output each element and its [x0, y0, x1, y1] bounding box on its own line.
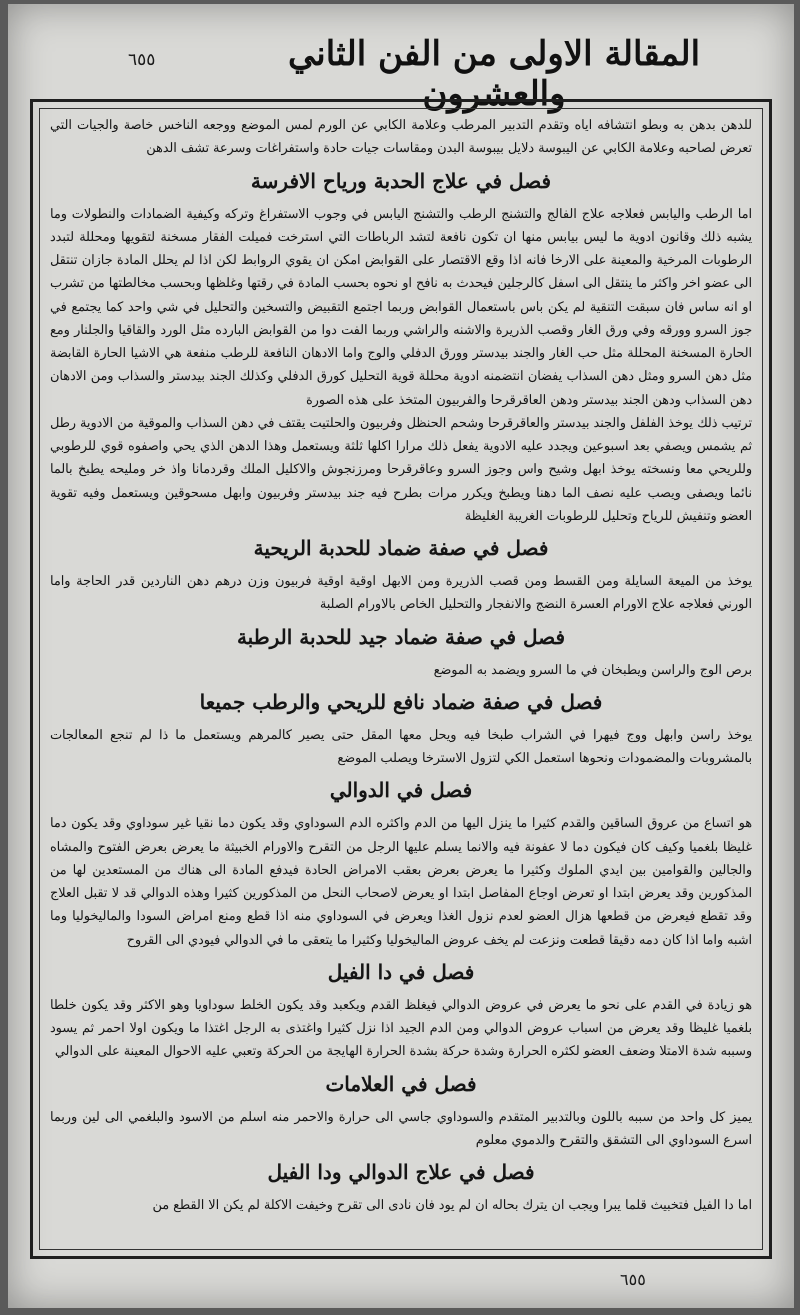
paragraph: ترتيب ذلك يوخذ الفلفل والجند بيدستر والعاقرقرحا وشحم الحنظل وفربيون والحلتيت يقتف في دهن السذاب والموقية من الادوية رطل ثم يشمس ويصفي بعد اسبوعين ويجدد عليه الادوية يفعل ذلك مرارا اكلها ثلثة ويستعمل وهذا الدهن الذي يحي واصفوه قوي للرطوبي وللريحي معا ونسخته يوخذ ابهل وشيح واس وجوز السرو وعاقرقرحا ومرزنجوش والاكليل الملك وقردمانا واذ خر ومليحه يطبخ بالما نائما ويصفى ويصب عليه نصف الما دهنا ويطبخ ويكرر مرات بطرح فيه جند بيدستر وفربيون وابهل مسحوقين ويستعمل وفيه تقوية العضو وتنفيش للرياح وتحليل للرطوبات الغريبة الغليظة — [50, 415, 752, 524]
paragraph: برص الوج والراسن ويطبخان في ما السرو ويضمد به الموضع — [433, 662, 752, 678]
running-title: المقالة الاولى من الفن الثاني والعشرون — [287, 34, 701, 114]
paragraph: يميز كل واحد من سببه باللون وبالتدبير المتقدم والسوداوي جاسي الى حرارة والاحمر منه اسلم من الاسود والبلغمي الى لين وربما اسرع السوداوي الى التشقق والتقرح والدموي معلوم — [50, 1109, 752, 1148]
section-heading: فصل في علاج الدوالي ودا الفيل — [267, 1160, 535, 1184]
paragraph: هو اتساع من عروق الساقين والقدم كثيرا ما ينزل اليها من الدم واكثره الدم السوداوي وقد يكون دما نقيا غير سوداوي وقد يكون دما غليظا بلغميا وكيف كان فيكون دما لا عفونة فيه والانما يسلم عليها الرجل من التقرح والاورام الخبيثة ما يعرض بعرض الفتوح والمشاه والجالين والقوامين بين ايدي الملوك وكثيرا ما يعرض بعرض بعقب الامراض الحادة فيدفع المادة الى هناك من المستعدين لها من المذكورين وقد يعرض ابتدا او تعرض اوجاع المفاصل ابتدا او يعرض لاصحاب النحل من المذكورين كثيرا وهذه الدوالي قد لا تقبل العلاج وقد تقطع فيعرض من قطعها هزال العضو لعدم نزول الغذا ويعرض في السوداوي منه اذا قطع ومنع امراض السودا والماليخوليا وما اشبه واما اذا كان دمه دقيقا قطعت ونزعت لم يخف عروض الماليخوليا وكثيرا ما يتعقى ما في الدوالي فيودي الى القروح — [50, 816, 752, 948]
page-number: ٦٥٥ — [128, 50, 156, 70]
section-heading: فصل في العلامات — [325, 1071, 477, 1096]
page-body — [50, 114, 752, 1249]
paragraph: يوخذ من الميعة السايلة ومن القسط ومن قصب الذريرة ومن الابهل اوقية اوقية فربيون وزن درهم دهن الناردين قدر الحاجة واما الورني فعلاجه علاج الاورام العسرة النضج والانفجار والتحليل الخاص بالاورام الصلبة — [50, 574, 752, 613]
footer-page-number: ٦٥٥ — [620, 1270, 646, 1289]
section-heading: فصل في صفة ضماد نافع للريحي والرطب جميعا — [199, 689, 603, 714]
section-heading: فصل في علاج الحدبة ورياح الافرسة — [250, 168, 552, 193]
section-heading: فصل في الدوالي — [329, 778, 473, 803]
paragraph: يوخذ راسن وابهل ووج فيهرا في الشراب طبخا فيه ويحل معها المقل حتى يصير كالمرهم ويستعمل ما ذا لم تنجع المعالجات بالمشروبات والمضمودات ونحوها استعمل الكي لتزول الاسترخا ويصلب الموضع — [50, 727, 752, 766]
section-heading: فصل في دا الفيل — [327, 959, 475, 984]
paragraph: للدهن بدهن به وبطو انتشافه اياه وتقدم التدبير المرطب وعلامة الكابي عن الورم لمس الموضع ووجعه الناخس خاصة والجيات التي تعرض لصاحبه وعلامة الكابي عن اليبوسة دلايل بيبوسة البدن ومقاسات جيات حادة واستفراغات وسرعة تشف الدهن — [50, 118, 752, 157]
paragraph: اما دا الفيل فتخبيث قلما يبرا ويجب ان يترك بحاله ان لم يود فان نادى الى تقرح وخيفت الاكلة لم يكن الا القطع من — [152, 1198, 752, 1213]
page-header — [8, 34, 794, 114]
paragraph: هو زيادة في القدم على نحو ما يعرض في عروض الدوالي فيغلظ القدم ويكعبد وقد يكون الخلط سوداويا وهو الاكثر وقد يكون خلطا بلغميا غليظا وقد يعرض من اسباب عروض الدوالي ومن الدم الجيد اذا نزل كثيرا واغتذى به الرجل اغتذا ما ويكون اولا احمر ثم يسود وسببه شدة الامتلا وضعف العضو لكثره الحرارة وشدة حركة بشدة الحرارة الهايجة من الحركة وتعبي عليه الاحوال المعينة على الدوالي — [50, 997, 752, 1060]
book-page — [8, 4, 794, 1308]
paragraph: اما الرطب واليابس فعلاجه علاج الفالج والتشنج الرطب والتشنج اليابس في وجوب الاستفراغ وتركه وكيفية الضمادات والنطولات وما يشبه ذلك وقانون ادوية ما ليس بيابس منها ان تكون نافعة لتشد الرباطات التي استرخت فميلت الفقار مسخنة لتقويها ومحللة لتبدد الرطوبات المرخية والمعينة على الارخا فانه اذا وقع الاقتصار على القوابض امكن ان يقوي الروابط لكن اذا لم يحلل المادة جازان تنتقل الى عضو اخر واكثر ما ينتقل الى اسفل كالرجلين فيحدث به نافح او نحوه بحسب المادة في رقتها وغلظها وبحسب مخالطتها من تشرب او انه ساس فان سبقت التنقية لم يكن باس باستعمال القوابض وربما اجتمع التقبيض والتسخين والتحليل في شي واحد كما يجتمع في جوز السرو وورقه وفي ورق الغار وقصب الذريرة والاشنه والراشي وربما الفت دوا من القوابض البارده مثل الورد والقاقيا والجلنار ومع الحارة المسخنة المحللة مثل حب الغار والجند بيدستر وورق الدفلي والوج واما الادهان النافعة للرطب منفعة هي الاشيا الحارة القابضة مثل دهن السرو ومثل دهن السذاب يفضان انتضمنه ادوية محللة قوية التحليل كورق الدفلي وكذلك الجند بيدستر والسذاب ومن الادهان دهن السذاب ودهن الجند بيدستر ودهن العاقرقرحا والفربيون المتخذ على هذه الصورة — [50, 206, 752, 408]
section-heading: فصل في صفة ضماد للحدبة الريحية — [253, 536, 549, 560]
section-heading: فصل في صفة ضماد جيد للحدبة الرطبة — [236, 624, 566, 649]
